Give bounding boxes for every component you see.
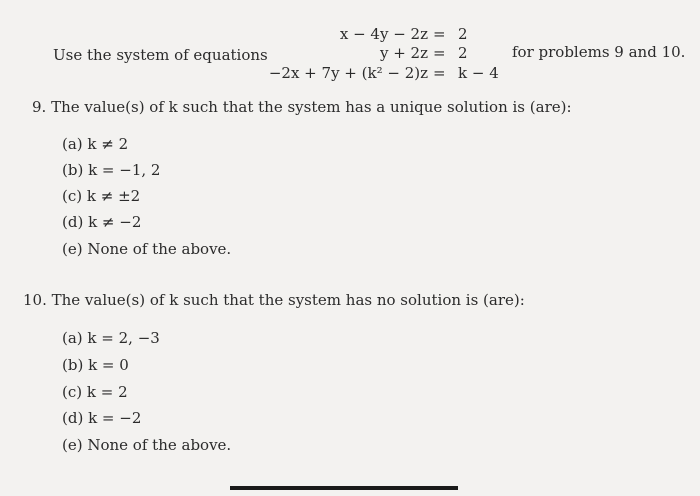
question-9-option-c: (c) k ≠ ±2 — [62, 187, 141, 205]
question-10-option-c: (c) k = 2 — [62, 383, 128, 401]
question-9-option-a: (a) k ≠ 2 — [62, 135, 129, 153]
equation-3-equals: = — [433, 64, 446, 82]
equation-2-equals: = — [433, 44, 446, 62]
question-9-text: 9. The value(s) of k such that the system has a unique solution is (are): — [32, 98, 572, 116]
question-10-text: 10. The value(s) of k such that the system has no solution is (are): — [23, 291, 525, 309]
question-10-option-b: (b) k = 0 — [62, 356, 129, 374]
equation-3-lhs: −2x + 7y + (k² − 2)z — [268, 64, 428, 82]
equation-2-rhs: 2 — [458, 44, 468, 62]
question-9-option-b: (b) k = −1, 2 — [62, 161, 161, 179]
equation-3-rhs: k − 4 — [458, 64, 499, 82]
equation-2-lhs: y + 2z — [379, 44, 428, 62]
question-10-option-a: (a) k = 2, −3 — [62, 329, 160, 347]
equation-1-equals: = — [433, 25, 446, 43]
question-10-option-e: (e) None of the above. — [62, 436, 232, 454]
question-9-option-d: (d) k ≠ −2 — [62, 213, 142, 231]
question-10-option-d: (d) k = −2 — [62, 409, 142, 427]
bottom-rule — [230, 486, 458, 490]
intro-suffix: for problems 9 and 10. — [512, 43, 686, 61]
question-9-option-e: (e) None of the above. — [62, 240, 232, 258]
equation-1-rhs: 2 — [458, 25, 468, 43]
intro-prefix: Use the system of equations — [53, 46, 268, 64]
equation-1-lhs: x − 4y − 2z — [339, 25, 428, 43]
